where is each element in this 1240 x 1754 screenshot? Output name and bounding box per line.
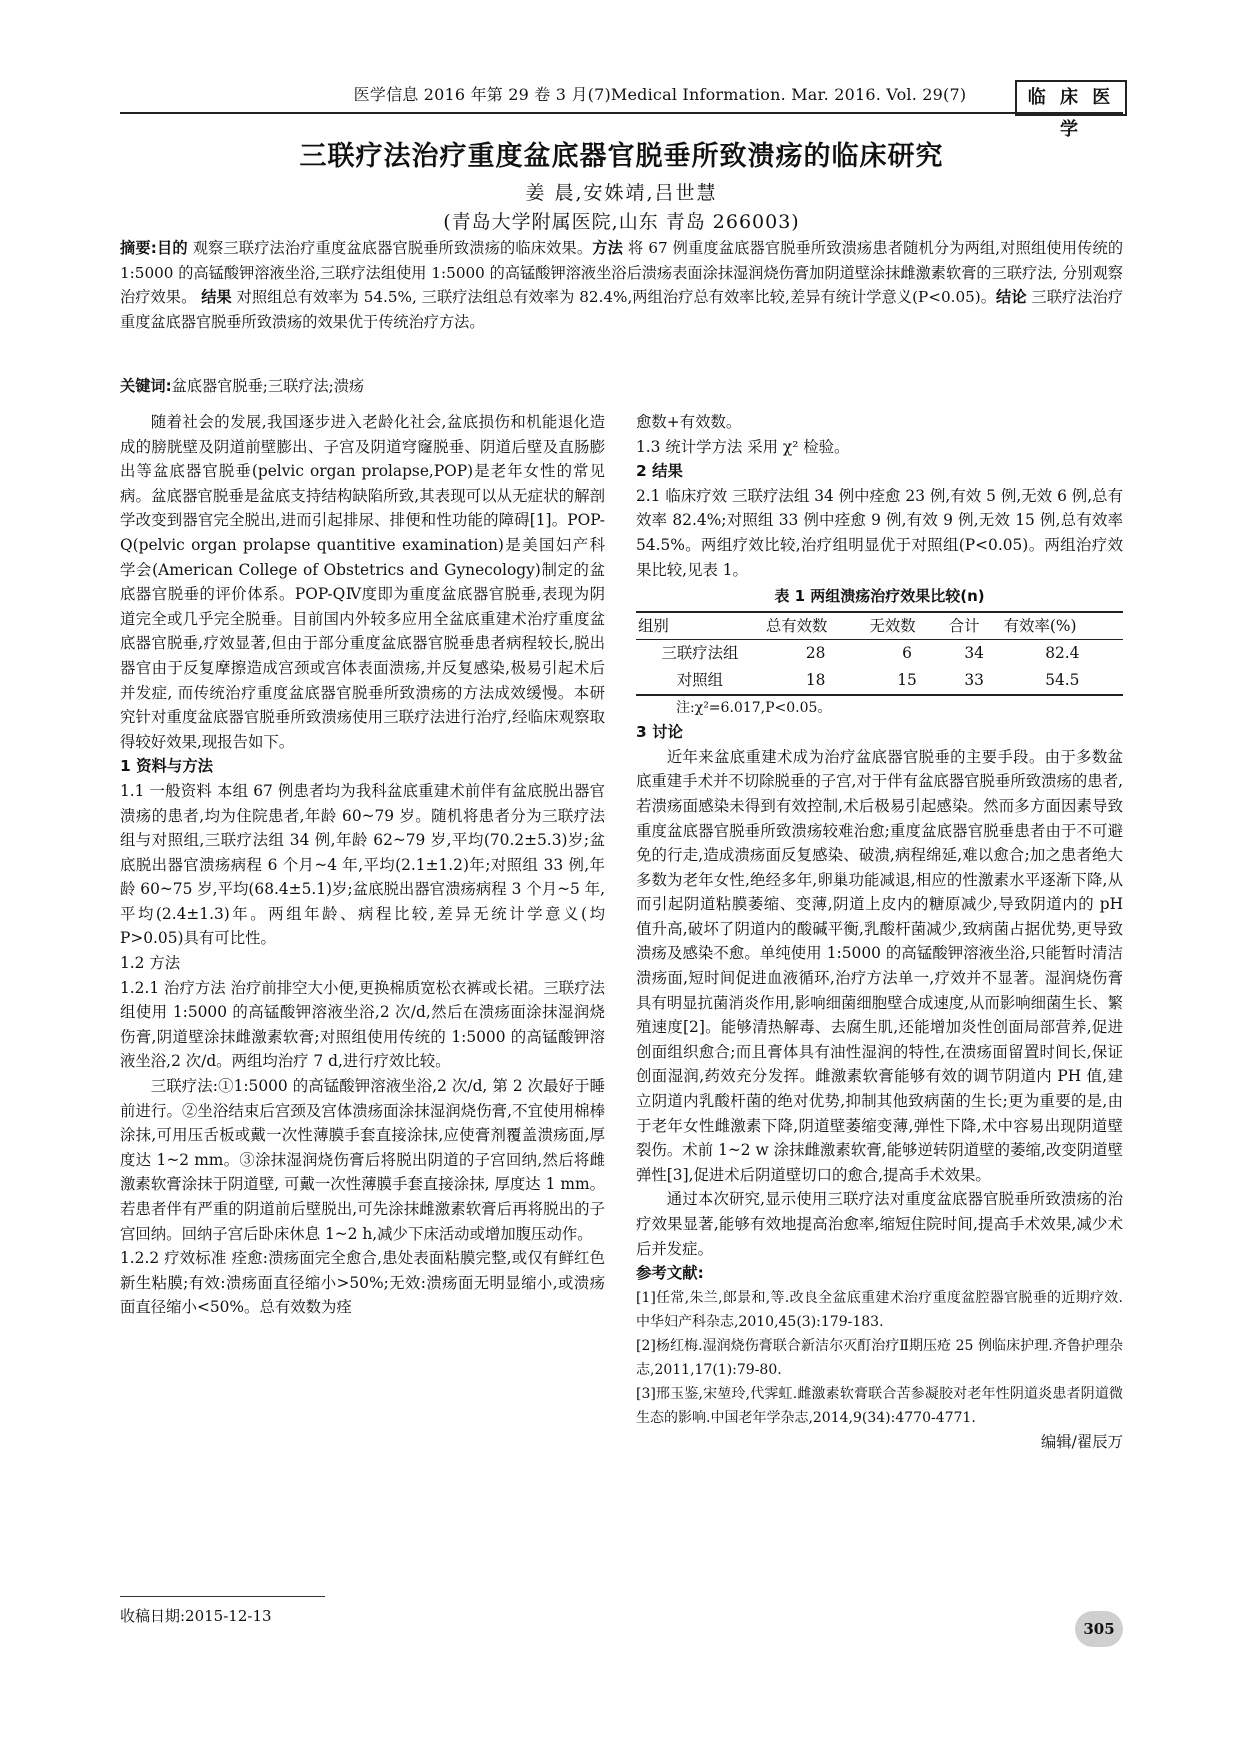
conclusion-text: 三联疗法治疗重度盆底器官脱垂所致溃疡的效果优于传统治疗方法。 [120,288,1123,331]
abstract [120,236,1123,334]
journal-header: 医学信息 2016 年第 29 卷 3 月(7)Medical Information. Mar. 2016. Vol. 29(7) [353,85,967,104]
table-header-cell: 无效数 [867,612,946,640]
table-cell: 28 [805,644,826,663]
table-cell: 6 [902,644,912,663]
table-cell: 54.5 [1002,667,1123,695]
table-caption: 表 1 两组溃疡治疗效果比较(n) [774,587,985,606]
page-number: 305 [1075,1611,1123,1647]
table-header-cell: 有效率(%) [1002,612,1123,640]
editor-credit: 编辑/翟辰万 [1040,1432,1123,1451]
table-note: 注:χ²=6.017,P<0.05。 [676,699,832,716]
general-data-paragraph: 1.1 一般资料 本组 67 例患者均为我科盆底重建术前伴有盆底脱出器官溃疡的患者,均为住院患者,年龄 60~79 岁。随机将患者分为三联疗法组与对照组,三联疗法组 34 例,年龄 62~79 岁,平均(70.2±5.3)岁;盆底脱出器官溃疡病程 6 个月~4 年,平均(2.1±1.2)年;对照组 33 例,年龄 60~75 岁,平均(68.4±5.1)岁;盆底脱出器官溃疡病程 3 个月~5 年,平均(2.4±1.3)年。两组年龄、病程比较,差异无统计学意义(均 P>0.05)具有可比性。 [120,781,605,948]
reference-item: [2]杨红梅.湿润烧伤膏联合新洁尔灭酊治疗Ⅱ期压疮 25 例临床护理.齐鲁护理杂志,2011,17(1):79-80. [636,1337,1123,1378]
criteria-continued: 愈数+有效数。 [636,413,742,431]
table-cell: 对照组 [636,667,764,695]
table-cell: 18 [764,667,868,695]
conclusion-label: 结论 [996,288,1027,306]
section-heading-methods: 1 资料与方法 [120,757,214,776]
clinical-efficacy-paragraph: 2.1 临床疗效 三联疗法组 34 例中痊愈 23 例,有效 5 例,无效 6 例,总有效率 82.4%;对照组 33 例中痊愈 9 例,有效 9 例,无效 15 例,总有效率 54.5%。两组疗效比较,治疗组明显优于对照组(P<0.05)。两组治疗效果比较,见表 1。 [636,486,1123,579]
keywords-label: 关键词: [120,377,172,395]
efficacy-criteria-paragraph: 1.2.2 疗效标准 痊愈:溃疡面完全愈合,患处表面粘膜完整,或仅有鲜红色新生粘膜;有效:溃疡面直径缩小>50%;无效:溃疡面无明显缩小,或溃疡面直径缩小<50%。总有效数为痊 [120,1249,605,1317]
treatment-method-paragraph: 1.2.1 治疗方法 治疗前排空大小便,更换棉质宽松衣裤或长裙。三联疗法组使用 1:5000 的高锰酸钾溶液坐浴,2 次/d,然后在溃疡面涂抹湿润烧伤膏,阴道壁涂抹雌激素软膏;对照组使用传统的 1:5000 的高锰酸钾溶液坐浴,2 次/d。两组均治疗 7 d,进行疗效比较。 [120,978,605,1071]
footnote-rule [120,1596,325,1597]
keywords-text: 盆底器官脱垂;三联疗法;溃疡 [171,377,365,395]
methods-label: 方法 [592,239,623,257]
received-date: 收稿日期:2015-12-13 [120,1607,272,1625]
discussion-paragraph-1: 近年来盆底重建术成为治疗盆底器官脱垂的主要手段。由于多数盆底重建手术并不切除脱垂的子宫,对于伴有盆底器官脱垂所致溃疡的患者, 若溃疡面感染未得到有效控制,术后极易引起感染。然而多方面因素导致重度盆底器官脱垂所致溃疡较难治愈;重度盆底器官脱垂患者由于不可避免的行走,造成溃疡面反复感染、破溃,病程绵延,难以愈合;加之患者绝大多数为老年女性,绝经多年,卵巢功能减退,相应的性激素水平逐渐下降,从而引起阴道粘膜萎缩、变薄,阴道上皮内的糖原减少,导致阴道内的 pH 值升高,破坏了阴道内的酸碱平衡,乳酸杆菌减少,致病菌占据优势,更导致溃疡及感染不愈。单纯使用 1:5000 的高锰酸钾溶液坐浴,只能暂时清洁溃疡面,短时间促进血液循环,治疗方法单一,疗效并不显著。湿润烧伤膏具有明显抗菌消炎作用,影响细菌细胞壁合成速度,从而影响细菌生长、繁殖速度[2]。能够清热解毒、去腐生肌,还能增加炎性创面局部营养,促进创面组织愈合;而且膏体具有油性湿润的特性,在溃疡面留置时间长,保证创面湿润,药效充分发挥。雌激素软膏能够有效的调节阴道内 PH 值,建立阴道内乳酸杆菌的绝对优势,抑制其他致病菌的生长;更为重要的是,由于老年女性雌激素下降,阴道壁萎缩变薄,弹性下降,术中容易出现阴道壁裂伤。术前 1~2 w 涂抹雌激素软膏,能够逆转阴道壁的萎缩,改变阴道壁弹性[3],促进术后阴道壁切口的愈合,提高手术效果。 [636,747,1123,1184]
affiliation: (青岛大学附属医院,山东 青岛 266003) [443,211,800,233]
results-table [636,611,1123,696]
statistics-paragraph: 1.3 统计学方法 采用 χ² 检验。 [636,437,850,456]
table-row [636,640,1123,667]
table-cell: 三联疗法组 [661,644,739,663]
table-cell: 33 [947,667,1002,695]
reference-item: [3]邢玉鉴,宋堃玲,代霁虹.雌激素软膏联合苦参凝胶对老年性阴道炎患者阴道微生态的影响.中国老年学杂志,2014,9(34):4770-4771. [636,1385,1123,1426]
methods-subheading: 1.2 方法 [120,954,181,973]
reference-item: [1]任常,朱兰,郎景和,等.改良全盆底重建术治疗重度盆腔器官脱垂的近期疗效.中华妇产科杂志,2010,45(3):179-183. [636,1289,1123,1330]
section-heading-results: 2 结果 [636,462,683,481]
objective-text: 观察三联疗法治疗重度盆底器官脱垂所致溃疡的临床效果。 [192,239,593,257]
table-cell: 34 [964,644,984,663]
right-column [636,410,1123,1605]
table-header-cell: 合计 [947,612,1002,640]
left-column [120,410,605,1580]
paper-title: 三联疗法治疗重度盆底器官脱垂所致溃疡的临床研究 [299,141,944,172]
abstract-label: 摘要: [120,239,157,257]
authors: 姜 晨,安姝靖,吕世慧 [525,182,718,204]
section-heading-discussion: 3 讨论 [636,723,683,742]
triple-therapy-paragraph: 三联疗法:①1:5000 的高锰酸钾溶液坐浴,2 次/d, 第 2 次最好于睡前进行。②坐浴结束后宫颈及宫体溃疡面涂抹湿润烧伤膏,不宜使用棉棒涂抹,可用压舌板或戴一次性薄膜手套直接涂抹,应使膏剂覆盖溃疡面,厚度达 1~2 mm。③涂抹湿润烧伤膏后将脱出阴道的子宫回纳,然后将雌激素软膏涂抹于阴道壁, 可戴一次性薄膜手套直接涂抹, 厚度达 1 mm。若患者伴有严重的阴道前后壁脱出,可先涂抹雌激素软膏后再将脱出的子宫回纳。回纳子宫后卧床休息 1~2 h,减少下床活动或增加腹压动作。 [120,1077,605,1243]
results-text: 对照组总有效率为 54.5%, 三联疗法组总有效率为 82.4%,两组治疗总有效率比较,差异有统计学意义(P<0.05)。 [236,288,997,306]
methods-text: 将 67 例重度盆底器官脱垂所致溃疡患者随机分为两组,对照组使用传统的 1:5000 的高锰酸钾溶液坐浴,三联疗法组使用 1:5000 的高锰酸钾溶液坐浴后溃疡表面涂抹湿润烧伤膏加阴道壁涂抹雌激素软膏的三联疗法, 分别观察治疗效果。 [120,239,1124,306]
table-row [636,667,1123,695]
section-tag: 临 床 医 学 [1015,80,1127,116]
references-heading: 参考文献: [636,1264,704,1283]
header-rule [120,112,1123,114]
table-cell: 82.4 [1045,644,1080,663]
table-header-cell: 组别 [636,612,764,640]
results-label: 结果 [201,288,232,306]
keywords [120,375,1123,396]
table-cell: 15 [867,667,946,695]
intro-paragraph: 随着社会的发展,我国逐步进入老龄化社会,盆底损伤和机能退化造成的膀胱壁及阴道前壁膨出、子宫及阴道穹窿脱垂、阴道后壁及直肠膨出等盆底器官脱垂(pelvic organ prolapse,POP)是老年女性的常见病。盆底器官脱垂是盆底支持结构缺陷所致,其表现可以从无症状的解剖学改变到器官完全脱出,进而引起排尿、排便和性功能的障碍[1]。POP-Q(pelvic organ prolapse quantitive examination)是美国妇产科学会(American College of Obstetrics and Gynecology)制定的盆底器官脱垂的评价体系。POP-QⅣ度即为重度盆底器官脱垂,表现为阴道完全或几乎完全脱垂。目前国内外较多应用全盆底重建术治疗重度盆底器官脱垂,疗效显著,但由于部分重度盆底器官脱垂患者病程较长,脱出器官由于反复摩擦造成宫颈或宫体表面溃疡,并反复感染,极易引起术后并发症, 而传统治疗重度盆底器官脱垂所致溃疡的方法成效缓慢。本研究针对重度盆底器官脱垂所致溃疡使用三联疗法进行治疗,经临床观察取得较好效果,现报告如下。 [120,413,605,751]
table-header-cell: 总有效数 [764,612,868,640]
objective-label: 目的 [156,239,188,257]
discussion-paragraph-2: 通过本次研究,显示使用三联疗法对重度盆底器官脱垂所致溃疡的治疗效果显著,能够有效地提高治愈率,缩短住院时间,提高手术效果,减少术后并发症。 [636,1190,1123,1258]
